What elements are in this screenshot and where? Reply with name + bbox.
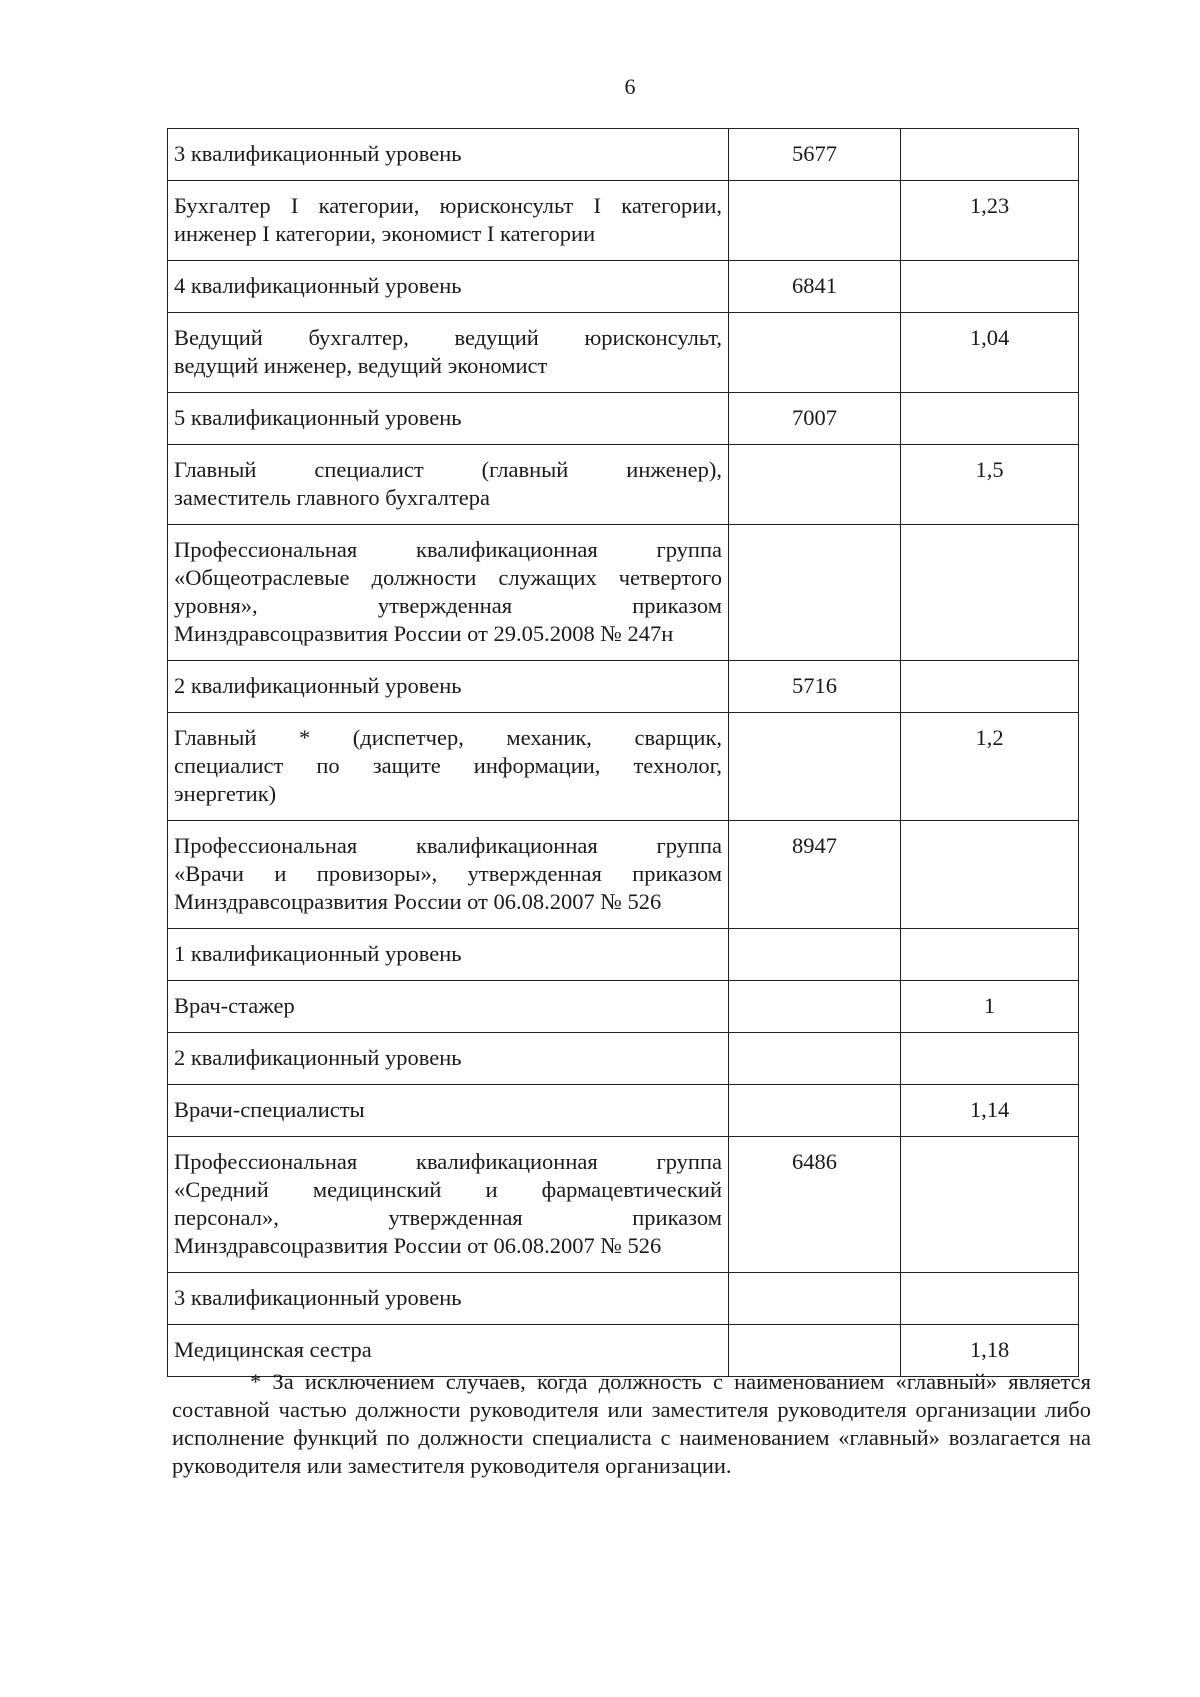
base-salary-cell: 6841 [729,261,901,313]
coefficient-cell: 1,04 [901,313,1079,393]
position-name-cell [168,661,729,713]
table-row [168,1033,1079,1085]
position-name-line: персонал», утвержденная приказом [174,1205,722,1230]
position-name-line: инженер I категории, экономист I категории [174,221,596,246]
position-name-cell [168,821,729,929]
position-name-line: Минздравсоцразвития России от 06.08.2007 № 526 [174,1233,662,1258]
table-row [168,1137,1079,1273]
base-salary-cell [729,313,901,393]
position-name-cell [168,181,729,261]
coefficient-cell [901,1273,1079,1325]
salary-table [167,128,1079,1377]
position-name-cell [168,129,729,181]
table-row [168,445,1079,525]
position-name-cell [168,313,729,393]
table-row [168,929,1079,981]
page-number: 6 [624,74,636,99]
position-name-line: энергетик) [174,781,277,806]
coefficient-cell [901,1137,1079,1273]
base-salary-cell [729,445,901,525]
base-salary-cell [729,713,901,821]
position-name-line: «Врачи и провизоры», утвержденная приказом [174,861,722,886]
table-row [168,713,1079,821]
coefficient-cell [901,525,1079,661]
base-salary-cell [729,525,901,661]
position-name-line: Врач-стажер [174,993,295,1018]
position-name-line: Главный специалист (главный инженер), [174,457,722,482]
position-name-cell [168,1085,729,1137]
position-name-line: Профессиональная квалификационная группа [174,1149,722,1174]
position-name-cell [168,1137,729,1273]
table-row [168,313,1079,393]
base-salary-cell [729,1085,901,1137]
position-name-line: Врачи-специалисты [174,1097,365,1122]
position-name-cell [168,981,729,1033]
position-name-line: Профессиональная квалификационная группа [174,833,722,858]
table-row [168,393,1079,445]
position-name-cell [168,929,729,981]
coefficient-cell: 1,14 [901,1085,1079,1137]
table-row [168,981,1079,1033]
coefficient-cell: 1,2 [901,713,1079,821]
position-name-line: Минздравсоцразвития России от 29.05.2008 № 247н [174,621,674,646]
position-name-line: заместитель главного бухгалтера [174,485,490,510]
position-name-cell [168,1033,729,1085]
position-name-line: 2 квалификационный уровень [174,1045,462,1070]
base-salary-cell [729,981,901,1033]
position-name-line: 5 квалификационный уровень [174,405,462,430]
coefficient-cell [901,661,1079,713]
table-row [168,525,1079,661]
table-row [168,261,1079,313]
coefficient-cell: 1,18 [901,1325,1079,1377]
position-name-line: 4 квалификационный уровень [174,273,462,298]
position-name-cell [168,1273,729,1325]
table-row [168,821,1079,929]
table-row [168,661,1079,713]
coefficient-cell [901,1033,1079,1085]
table-row [168,1273,1079,1325]
position-name-line: ведущий инженер, ведущий экономист [174,353,548,378]
base-salary-cell [729,1273,901,1325]
coefficient-cell [901,393,1079,445]
coefficient-cell: 1 [901,981,1079,1033]
table-row [168,181,1079,261]
position-name-line: специалист по защите информации, технолог, [174,753,722,778]
base-salary-cell: 7007 [729,393,901,445]
coefficient-cell: 1,23 [901,181,1079,261]
coefficient-cell [901,929,1079,981]
base-salary-cell: 5716 [729,661,901,713]
base-salary-cell: 5677 [729,129,901,181]
position-name-cell [168,445,729,525]
base-salary-cell [729,1033,901,1085]
position-name-line: «Общеотраслевые должности служащих четвертого [174,565,722,590]
position-name-line: 2 квалификационный уровень [174,673,462,698]
base-salary-cell [729,181,901,261]
base-salary-cell: 8947 [729,821,901,929]
position-name-cell [168,525,729,661]
table-row [168,1085,1079,1137]
coefficient-cell [901,129,1079,181]
coefficient-cell: 1,5 [901,445,1079,525]
position-name-line: 1 квалификационный уровень [174,941,462,966]
position-name-line: Минздравсоцразвития России от 06.08.2007 № 526 [174,889,662,914]
position-name-line: Профессиональная квалификационная группа [174,537,722,562]
position-name-line: «Средний медицинский и фармацевтический [174,1177,722,1202]
coefficient-cell [901,821,1079,929]
coefficient-cell [901,261,1079,313]
position-name-line: Ведущий бухгалтер, ведущий юрисконсульт, [174,325,722,350]
position-name-line: Главный * (диспетчер, механик, сварщик, [174,725,722,750]
position-name-line: 3 квалификационный уровень [174,1285,462,1310]
position-name-line: 3 квалификационный уровень [174,141,462,166]
base-salary-cell: 6486 [729,1137,901,1273]
position-name-cell [168,261,729,313]
table-row [168,129,1079,181]
position-name-line: Бухгалтер I категории, юрисконсульт I категории, [174,193,722,218]
base-salary-cell [729,929,901,981]
position-name-cell [168,393,729,445]
position-name-line: уровня», утвержденная приказом [174,593,722,618]
position-name-cell [168,713,729,821]
table-body [168,129,1079,1377]
footnote: * За исключением случаев, когда должность с наименованием «главный» является составной частью должности руководителя или заместителя руководителя организации либо исполнение функций по должности специалиста с наименованием «главный» возлагается на руководителя или заместителя руководителя организации. [172,1369,1091,1478]
position-name-line: Медицинская сестра [174,1337,372,1362]
